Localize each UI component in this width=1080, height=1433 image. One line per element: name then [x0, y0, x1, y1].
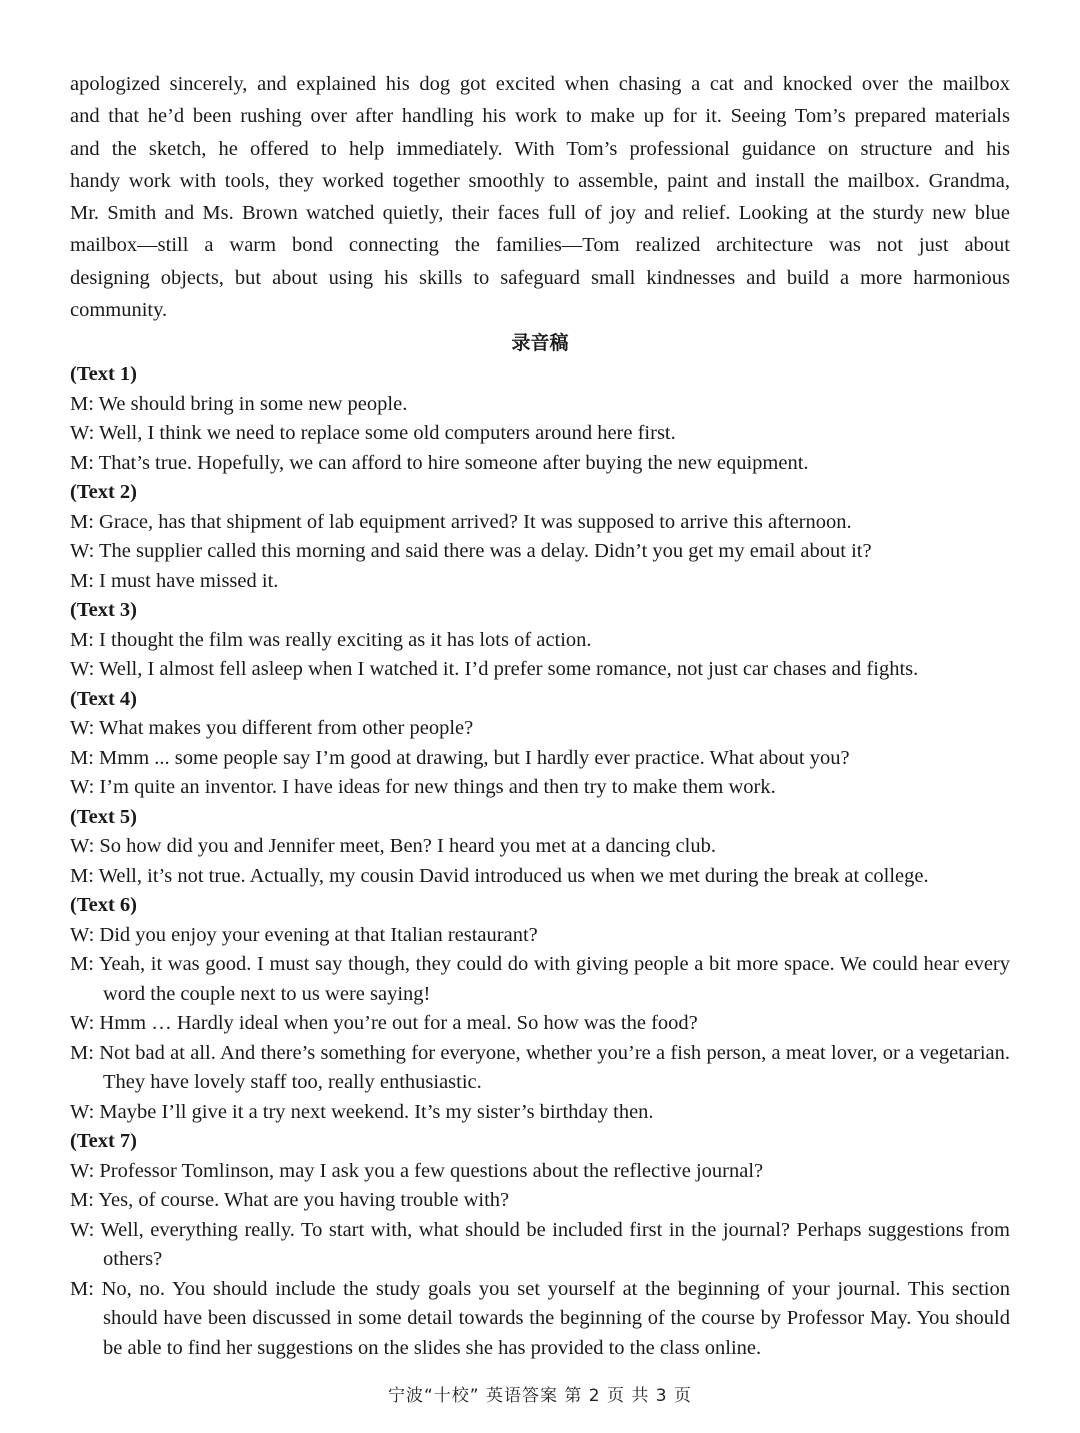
dialogue-line: M: Yes, of course. What are you having trouble with?	[70, 1189, 510, 1212]
dialogue-line: W: Hmm … Hardly ideal when you’re out for a meal. So how was the food?	[70, 1012, 698, 1035]
text-title: (Text 5)	[70, 805, 137, 828]
essay-line: designing objects, but about using his skills to safeguard small kindnesses and build a more harmonious	[70, 266, 1010, 289]
essay-paragraph	[70, 68, 1010, 326]
dialogue-line: W: Well, I think we need to replace some old computers around here first.	[70, 422, 676, 445]
dialogue-line: M: Grace, has that shipment of lab equipment arrived? It was supposed to arrive this afternoon.	[70, 510, 852, 533]
essay-line: Mr. Smith and Ms. Brown watched quietly, their faces full of joy and relief. Looking at the sturdy new blue	[70, 202, 1010, 225]
dialogue-line: M: That’s true. Hopefully, we can afford to hire someone after buying the new equipment.	[70, 451, 809, 474]
dialogue-line: M: Not bad at all. And there’s something for everyone, whether you’re a fish person, a meat lover, or a vegetarian. They have lovely staff too, really enthusiastic.	[70, 1041, 1010, 1094]
essay-line: mailbox—still a warm bond connecting the families—Tom realized architecture was not just about	[70, 234, 1010, 257]
dialogue-line: W: So how did you and Jennifer meet, Ben? I heard you met at a dancing club.	[70, 835, 716, 858]
dialogue-line: W: Did you enjoy your evening at that Italian restaurant?	[70, 923, 538, 946]
dialogue-line: M: Yeah, it was good. I must say though, they could do with giving people a bit more space. We could hear every word the couple next to us were saying!	[70, 953, 1010, 1005]
dialogue-line: W: I’m quite an inventor. I have ideas for new things and then try to make them work.	[70, 776, 776, 799]
transcript-text-6	[70, 891, 1010, 1127]
dialogue-line: W: Well, everything really. To start with, what should be included first in the journal? Perhaps suggestions from others?	[70, 1218, 1010, 1271]
text-title: (Text 6)	[70, 894, 137, 917]
dialogue-line: M: No, no. You should include the study goals you set yourself at the beginning of your journal. This section should have been discussed in some detail towards the beginning of the course by Professor May. You should be able to find her suggestions on the slides she has provided to the class online.	[70, 1277, 1010, 1359]
dialogue-line: W: Well, I almost fell asleep when I watched it. I’d prefer some romance, not just car chases and fights.	[70, 658, 919, 681]
transcript-text-1	[70, 360, 1010, 478]
text-title: (Text 7)	[70, 1130, 137, 1153]
transcript-text-5	[70, 803, 1010, 892]
transcript-text-3	[70, 596, 1010, 685]
dialogue-line: M: Mmm ... some people say I’m good at drawing, but I hardly ever practice. What about you?	[70, 746, 850, 769]
page-content	[70, 68, 1010, 1363]
dialogue-line: W: Maybe I’ll give it a try next weekend. It’s my sister’s birthday then.	[70, 1100, 654, 1123]
essay-line: and that he’d been rushing over after handling his work to make up for it. Seeing Tom’s prepared materials	[70, 105, 1010, 128]
essay-line: community.	[70, 299, 168, 322]
dialogue-line: M: Well, it’s not true. Actually, my cousin David introduced us when we met during the break at college.	[70, 864, 929, 887]
essay-line: handy work with tools, they worked together smoothly to assemble, paint and install the mailbox. Grandma,	[70, 169, 1010, 192]
dialogue-line: M: We should bring in some new people.	[70, 392, 408, 415]
dialogue-line: M: I thought the film was really exciting as it has lots of action.	[70, 628, 592, 651]
text-title: (Text 2)	[70, 481, 137, 504]
text-title: (Text 4)	[70, 687, 137, 710]
text-title: (Text 1)	[70, 363, 137, 386]
essay-line: apologized sincerely, and explained his dog got excited when chasing a cat and knocked over the mailbox	[70, 73, 1010, 95]
text-title: (Text 3)	[70, 599, 137, 622]
page-footer: 宁波“十校” 英语答案 第 2 页 共 3 页	[387, 1386, 693, 1406]
transcript-text-4	[70, 685, 1010, 803]
dialogue-line: W: What makes you different from other people?	[70, 717, 474, 740]
essay-line: and the sketch, he offered to help immediately. With Tom’s professional guidance on structure and his	[70, 137, 1010, 160]
transcript-text-2	[70, 478, 1010, 596]
transcript-text-7	[70, 1127, 1010, 1363]
dialogue-line: W: The supplier called this morning and said there was a delay. Didn’t you get my email about it?	[70, 540, 872, 563]
transcript-heading: 录音稿	[511, 332, 569, 355]
dialogue-line: W: Professor Tomlinson, may I ask you a few questions about the reflective journal?	[70, 1159, 764, 1182]
dialogue-line: M: I must have missed it.	[70, 569, 279, 592]
